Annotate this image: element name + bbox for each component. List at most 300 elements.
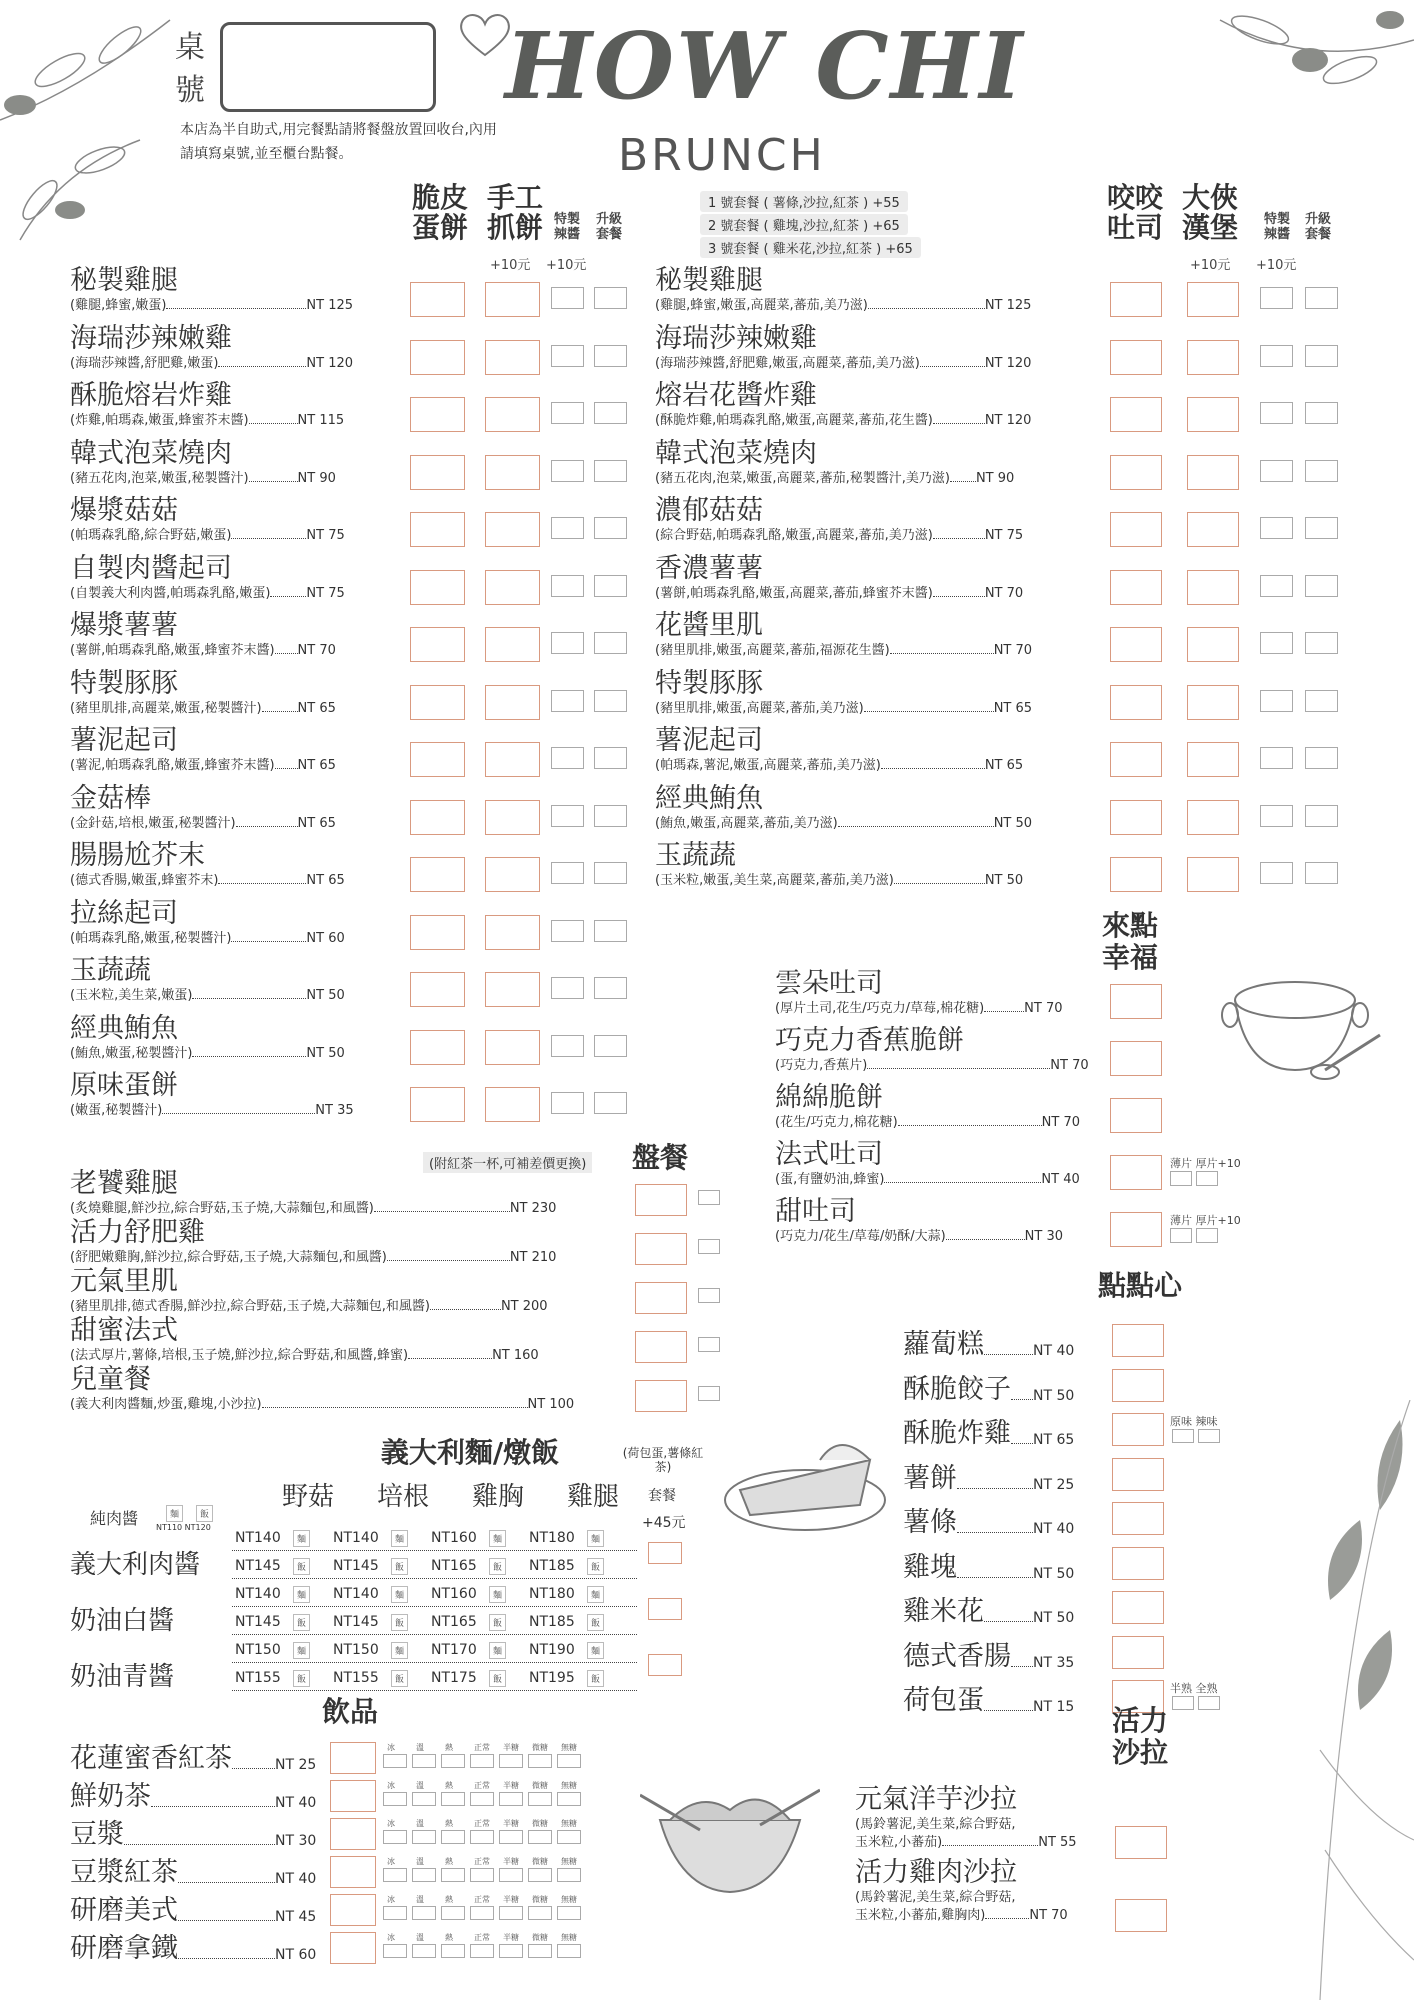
rice-tag[interactable]: 飯 xyxy=(391,1614,408,1631)
order-box-toast[interactable] xyxy=(1110,512,1162,547)
drink-option-box[interactable] xyxy=(557,1754,581,1768)
noodle-tag[interactable]: 麵 xyxy=(391,1530,408,1547)
upgrade-set-box[interactable] xyxy=(594,402,627,424)
order-box-egg-pancake[interactable] xyxy=(410,685,465,720)
option-box[interactable] xyxy=(1198,1696,1220,1710)
rice-price: NT195 xyxy=(529,1670,575,1686)
option-box[interactable] xyxy=(698,1239,720,1254)
snack-item xyxy=(903,1456,1074,1495)
rice-tag[interactable]: 飯 xyxy=(391,1558,408,1575)
spicy-sauce-box[interactable] xyxy=(551,920,584,942)
drink-option-box[interactable] xyxy=(470,1906,494,1920)
order-box-drink[interactable] xyxy=(330,1856,376,1888)
spicy-sauce-box[interactable] xyxy=(551,1092,584,1114)
menu-item xyxy=(70,553,345,603)
option-box-thick[interactable] xyxy=(1196,1171,1218,1186)
order-box-dessert[interactable] xyxy=(1110,984,1162,1019)
item-desc: (馬鈴薯泥,美生菜,綜合野菇, xyxy=(855,1890,1016,1905)
dotted-leader xyxy=(192,1056,306,1057)
noodle-tag[interactable]: 麵 xyxy=(391,1586,408,1603)
order-box-burger[interactable] xyxy=(1187,857,1239,892)
upgrade-set-box[interactable] xyxy=(594,287,627,309)
pasta-set-box[interactable] xyxy=(648,1542,682,1564)
order-box-snack[interactable] xyxy=(1112,1547,1164,1580)
dotted-leader xyxy=(430,1309,501,1310)
spicy-sauce-box[interactable] xyxy=(551,690,584,712)
dotted-leader xyxy=(166,308,306,309)
rice-price: NT155 xyxy=(235,1670,281,1686)
upgrade-set-box[interactable] xyxy=(594,1092,627,1114)
dessert-option-label: 薄片 厚片+10 xyxy=(1170,1157,1241,1170)
header-crispy-egg-pancake: 脆皮蛋餅 xyxy=(411,181,468,244)
drink-option-box[interactable] xyxy=(499,1792,523,1806)
pasta-set-box[interactable] xyxy=(648,1654,682,1676)
order-box-toast[interactable] xyxy=(1110,685,1162,720)
upgrade-set-box[interactable] xyxy=(594,977,627,999)
upgrade-set-box[interactable] xyxy=(1305,287,1338,309)
rice-tag[interactable]: 飯 xyxy=(489,1614,506,1631)
upgrade-set-box[interactable] xyxy=(594,920,627,942)
drink-option-box[interactable] xyxy=(528,1792,552,1806)
order-box-dessert[interactable] xyxy=(1110,1155,1162,1190)
order-box-hand-pancake[interactable] xyxy=(485,1030,540,1065)
spicy-sauce-box[interactable] xyxy=(551,862,584,884)
drink-option-label: 微糖 xyxy=(532,1781,548,1790)
dotted-leader xyxy=(151,1806,275,1807)
item-desc xyxy=(655,297,1031,315)
item-price: NT 30 xyxy=(1024,1229,1064,1244)
order-box-hand-pancake[interactable] xyxy=(485,340,540,375)
order-box-egg-pancake[interactable] xyxy=(410,972,465,1007)
order-box-hand-pancake[interactable] xyxy=(485,455,540,490)
item-name: 荷包蛋 xyxy=(903,1685,984,1716)
drink-option-box[interactable] xyxy=(470,1868,494,1882)
option-box[interactable] xyxy=(698,1386,720,1401)
upgrade-set-box[interactable] xyxy=(594,862,627,884)
dotted-leader xyxy=(868,308,985,309)
item-desc-text: (雞腿,蜂蜜,嫩蛋) xyxy=(70,298,167,313)
snack-item xyxy=(903,1678,1074,1717)
pasta-sauce-name: 奶油青醬 xyxy=(70,1662,175,1692)
order-box-hand-pancake[interactable] xyxy=(485,800,540,835)
order-box-egg-pancake[interactable] xyxy=(410,512,465,547)
drink-option-box[interactable] xyxy=(441,1754,465,1768)
order-box-hand-pancake[interactable] xyxy=(485,627,540,662)
drink-option-box[interactable] xyxy=(470,1944,494,1958)
order-box-burger[interactable] xyxy=(1187,340,1239,375)
item-desc-text: (帕瑪森,薯泥,嫩蛋,高麗菜,蕃茄,美乃滋) xyxy=(655,758,881,773)
spicy-sauce-box[interactable] xyxy=(551,805,584,827)
item-price: NT 40 xyxy=(275,1795,317,1811)
drink-option-box[interactable] xyxy=(383,1830,407,1844)
drink-option-box[interactable] xyxy=(412,1868,436,1882)
order-box-drink[interactable] xyxy=(330,1932,376,1964)
menu-item xyxy=(70,495,345,545)
drink-option-box[interactable] xyxy=(441,1906,465,1920)
drink-option-box[interactable] xyxy=(557,1792,581,1806)
order-box-hand-pancake[interactable] xyxy=(485,685,540,720)
upgrade-set-box[interactable] xyxy=(1305,632,1338,654)
rice-tag[interactable]: 飯 xyxy=(293,1558,310,1575)
salad-item xyxy=(855,1784,1077,1852)
order-box-hand-pancake[interactable] xyxy=(485,857,540,892)
order-box-drink[interactable] xyxy=(330,1818,376,1850)
option-box[interactable] xyxy=(1172,1429,1194,1443)
option-box-thick[interactable] xyxy=(1196,1228,1218,1243)
order-box-dessert[interactable] xyxy=(1110,1212,1162,1247)
upgrade-set-box[interactable] xyxy=(1305,575,1338,597)
spicy-sauce-box[interactable] xyxy=(1260,460,1293,482)
order-box-dessert[interactable] xyxy=(1110,1041,1162,1076)
order-box-toast[interactable] xyxy=(1110,742,1162,777)
item-desc-text: (豬里肌排,嫩蛋,高麗菜,蕃茄,福源花生醬) xyxy=(655,643,890,658)
order-box-snack[interactable] xyxy=(1112,1413,1164,1446)
order-box-snack[interactable] xyxy=(1112,1591,1164,1624)
order-box-burger[interactable] xyxy=(1187,512,1239,547)
drink-option-box[interactable] xyxy=(383,1792,407,1806)
drink-option-box[interactable] xyxy=(499,1944,523,1958)
order-box-burger[interactable] xyxy=(1187,685,1239,720)
order-box-snack[interactable] xyxy=(1112,1636,1164,1669)
drink-option-label: 熱 xyxy=(445,1743,453,1752)
item-desc-text: (海瑞莎辣醬,舒肥雞,嫩蛋,高麗菜,蕃茄,美乃滋) xyxy=(655,355,920,371)
noodle-tag[interactable]: 麵 xyxy=(391,1642,408,1659)
spicy-sauce-box[interactable] xyxy=(1260,862,1293,884)
drink-option-box[interactable] xyxy=(441,1792,465,1806)
item-name: 元氣里肌 xyxy=(70,1266,178,1297)
order-box-platter[interactable] xyxy=(635,1184,687,1216)
item-desc xyxy=(70,1200,556,1218)
order-box-salad[interactable] xyxy=(1115,1899,1167,1932)
order-box-snack[interactable] xyxy=(1112,1369,1164,1402)
drink-option-box[interactable] xyxy=(441,1830,465,1844)
spicy-sauce-box[interactable] xyxy=(551,977,584,999)
order-box-burger[interactable] xyxy=(1187,282,1239,317)
spicy-sauce-box[interactable] xyxy=(1260,632,1293,654)
spicy-sauce-box[interactable] xyxy=(1260,805,1293,827)
dotted-leader xyxy=(236,826,298,827)
order-box-hand-pancake[interactable] xyxy=(485,915,540,950)
order-box-hand-pancake[interactable] xyxy=(485,742,540,777)
item-price: NT 90 xyxy=(297,470,336,486)
dotted-leader xyxy=(933,423,985,424)
rice-tag[interactable]: 飯 xyxy=(293,1614,310,1631)
item-desc xyxy=(70,987,345,1005)
noodle-price: NT140 xyxy=(235,1530,281,1546)
drink-option-box[interactable] xyxy=(557,1906,581,1920)
noodle-tag[interactable]: 麵 xyxy=(293,1642,310,1659)
upgrade-set-box[interactable] xyxy=(594,575,627,597)
item-price: NT 40 xyxy=(275,1871,317,1887)
table-number-field[interactable] xyxy=(220,22,436,112)
order-box-burger[interactable] xyxy=(1187,800,1239,835)
item-name: 自製肉醬起司 xyxy=(70,552,232,584)
order-box-toast[interactable] xyxy=(1110,627,1162,662)
upgrade-set-box[interactable] xyxy=(1305,460,1338,482)
drink-option-box[interactable] xyxy=(557,1868,581,1882)
order-box-platter[interactable] xyxy=(635,1233,687,1265)
option-box[interactable] xyxy=(1172,1696,1194,1710)
option-box[interactable] xyxy=(1198,1429,1220,1443)
upgrade-set-box[interactable] xyxy=(594,690,627,712)
drink-option-label: 冰 xyxy=(387,1895,395,1904)
order-box-egg-pancake[interactable] xyxy=(410,800,465,835)
dotted-leader xyxy=(218,883,306,884)
order-box-hand-pancake[interactable] xyxy=(485,397,540,432)
drink-option-box[interactable] xyxy=(441,1944,465,1958)
item-name: 秘製雞腿 xyxy=(70,265,178,296)
drink-option-label: 無糖 xyxy=(561,1895,577,1904)
spicy-sauce-box[interactable] xyxy=(551,632,584,654)
drink-option-label: 溫 xyxy=(416,1781,424,1790)
drink-option-box[interactable] xyxy=(383,1906,407,1920)
upgrade-set-box[interactable] xyxy=(1305,402,1338,424)
rice-tag[interactable]: 飯 xyxy=(587,1614,604,1631)
noodle-tag[interactable]: 麵 xyxy=(489,1642,506,1659)
order-box-egg-pancake[interactable] xyxy=(410,1087,465,1122)
order-box-burger[interactable] xyxy=(1187,742,1239,777)
snack-item xyxy=(903,1367,1074,1406)
upgrade-set-box[interactable] xyxy=(594,1035,627,1057)
dotted-leader xyxy=(124,1844,275,1845)
drink-option-box[interactable] xyxy=(383,1944,407,1958)
order-box-egg-pancake[interactable] xyxy=(410,915,465,950)
option-box[interactable] xyxy=(698,1337,720,1352)
dotted-leader xyxy=(249,481,298,482)
order-box-toast[interactable] xyxy=(1110,282,1162,317)
order-box-hand-pancake[interactable] xyxy=(485,1087,540,1122)
drink-option-label: 溫 xyxy=(416,1743,424,1752)
table-label-2: 號 xyxy=(175,73,205,108)
order-box-toast[interactable] xyxy=(1110,570,1162,605)
drink-option-box[interactable] xyxy=(412,1906,436,1920)
order-box-platter[interactable] xyxy=(635,1331,687,1363)
order-box-snack[interactable] xyxy=(1112,1324,1164,1357)
upgrade-set-box[interactable] xyxy=(1305,345,1338,367)
item-name: 經典鮪魚 xyxy=(70,1012,178,1044)
menu-item xyxy=(70,840,345,890)
order-box-dessert[interactable] xyxy=(1110,1098,1162,1133)
spicy-sauce-box[interactable] xyxy=(551,402,584,424)
happy-section-title: 來點幸福 xyxy=(1101,909,1158,974)
rice-tag[interactable]: 飯 xyxy=(489,1670,506,1687)
order-box-toast[interactable] xyxy=(1110,857,1162,892)
dotted-leader xyxy=(984,1621,1033,1622)
menu-item xyxy=(655,323,1031,373)
noodle-tag[interactable]: 麵 xyxy=(587,1642,604,1659)
drink-option-label: 無糖 xyxy=(561,1819,577,1828)
item-price: NT 65 xyxy=(297,700,336,716)
order-box-hand-pancake[interactable] xyxy=(485,972,540,1007)
pasta-sauce-name: 奶油白醬 xyxy=(70,1606,175,1636)
snack-item xyxy=(903,1589,1074,1628)
item-desc-text: (薯餅,帕瑪森乳酪,嫩蛋,蜂蜜芥末醬) xyxy=(70,643,275,658)
drink-option-box[interactable] xyxy=(499,1754,523,1768)
upgrade-set-box[interactable] xyxy=(594,747,627,769)
drink-option-box[interactable] xyxy=(557,1830,581,1844)
order-box-snack[interactable] xyxy=(1112,1502,1164,1535)
drink-option-box[interactable] xyxy=(383,1868,407,1882)
drink-item xyxy=(70,1736,316,1775)
drink-option-box[interactable] xyxy=(412,1792,436,1806)
drink-option-box[interactable] xyxy=(499,1830,523,1844)
order-box-drink[interactable] xyxy=(330,1894,376,1926)
upgrade-set-box[interactable] xyxy=(1305,862,1338,884)
spicy-sauce-box[interactable] xyxy=(1260,402,1293,424)
drink-option-label: 半糖 xyxy=(503,1895,519,1904)
item-price: NT 65 xyxy=(306,873,345,888)
dotted-leader xyxy=(231,941,306,942)
option-box-thin[interactable] xyxy=(1170,1228,1192,1243)
upgrade-set-box[interactable] xyxy=(1305,517,1338,539)
spicy-sauce-box[interactable] xyxy=(1260,345,1293,367)
spicy-sauce-box[interactable] xyxy=(551,345,584,367)
order-box-snack[interactable] xyxy=(1112,1458,1164,1491)
order-box-hand-pancake[interactable] xyxy=(485,282,540,317)
noodle-tag[interactable]: 麵 xyxy=(587,1530,604,1547)
order-box-egg-pancake[interactable] xyxy=(410,340,465,375)
pasta-set-box[interactable] xyxy=(648,1598,682,1620)
order-box-drink[interactable] xyxy=(330,1742,376,1774)
dotted-leader xyxy=(262,1407,528,1408)
order-box-egg-pancake[interactable] xyxy=(410,397,465,432)
order-box-drink[interactable] xyxy=(330,1780,376,1812)
drink-option-box[interactable] xyxy=(528,1754,552,1768)
snack-option-label: 原味 辣味 xyxy=(1170,1415,1218,1428)
order-box-toast[interactable] xyxy=(1110,340,1162,375)
upgrade-set-box[interactable] xyxy=(1305,747,1338,769)
pasta-set-price: +45元 xyxy=(642,1515,686,1531)
pasta-topping-header: 培根 xyxy=(377,1482,430,1512)
spicy-sauce-box[interactable] xyxy=(551,575,584,597)
spicy-sauce-box[interactable] xyxy=(551,517,584,539)
item-desc-text: (鮪魚,嫩蛋,秘製醬汁) xyxy=(70,1045,193,1061)
order-box-egg-pancake[interactable] xyxy=(410,742,465,777)
notice-text: 本店為半自助式,用完餐點請將餐盤放置回收台,內用請填寫桌號,並至櫃台點餐。 xyxy=(180,122,497,162)
drink-option-box[interactable] xyxy=(412,1944,436,1958)
noodle-tag[interactable]: 麵 xyxy=(293,1586,310,1603)
drink-option-label: 冰 xyxy=(387,1819,395,1828)
spicy-sauce-box[interactable] xyxy=(551,287,584,309)
order-box-egg-pancake[interactable] xyxy=(410,570,465,605)
order-box-egg-pancake[interactable] xyxy=(410,627,465,662)
drink-option-box[interactable] xyxy=(441,1868,465,1882)
item-desc-text: (巧克力,香蕉片) xyxy=(775,1058,868,1073)
spicy-sauce-box[interactable] xyxy=(551,1035,584,1057)
order-box-toast[interactable] xyxy=(1110,397,1162,432)
row-divider xyxy=(232,1634,637,1635)
order-box-burger[interactable] xyxy=(1187,455,1239,490)
noodle-tag[interactable]: 麵 xyxy=(489,1586,506,1603)
order-box-toast[interactable] xyxy=(1110,455,1162,490)
rice-tag[interactable]: 飯 xyxy=(587,1670,604,1687)
rice-tag[interactable]: 飯 xyxy=(489,1558,506,1575)
drink-option-box[interactable] xyxy=(499,1906,523,1920)
rice-tag[interactable]: 飯 xyxy=(587,1558,604,1575)
spicy-sauce-box[interactable] xyxy=(1260,575,1293,597)
leaf-decoration-top-left-icon xyxy=(0,0,180,260)
noodle-tag[interactable]: 麵 xyxy=(587,1586,604,1603)
drink-option-box[interactable] xyxy=(383,1754,407,1768)
item-name: 老饕雞腿 xyxy=(70,1168,178,1199)
spicy-sauce-box[interactable] xyxy=(1260,287,1293,309)
upgrade-set-box[interactable] xyxy=(1305,690,1338,712)
item-name: 玉蔬蔬 xyxy=(655,840,736,871)
item-price: NT 160 xyxy=(492,1348,539,1363)
upgrade-set-box[interactable] xyxy=(594,805,627,827)
dotted-leader xyxy=(162,1113,315,1114)
noodle-tag[interactable]: 麵 xyxy=(293,1530,310,1547)
rice-tag[interactable]: 飯 xyxy=(293,1670,310,1687)
spicy-sauce-box[interactable] xyxy=(551,460,584,482)
order-box-hand-pancake[interactable] xyxy=(485,570,540,605)
item-name: 兒童餐 xyxy=(70,1364,151,1395)
item-desc xyxy=(70,470,336,488)
item-name: 特製豚豚 xyxy=(70,667,178,699)
order-box-egg-pancake[interactable] xyxy=(410,1030,465,1065)
order-box-toast[interactable] xyxy=(1110,800,1162,835)
spicy-sauce-box[interactable] xyxy=(1260,517,1293,539)
item-desc xyxy=(655,642,1032,660)
upgrade-set-box[interactable] xyxy=(594,517,627,539)
option-box[interactable] xyxy=(698,1288,720,1303)
drink-option-box[interactable] xyxy=(528,1868,552,1882)
drink-option-box[interactable] xyxy=(412,1830,436,1844)
drink-option-box[interactable] xyxy=(528,1906,552,1920)
drink-option-box[interactable] xyxy=(499,1868,523,1882)
spicy-sauce-box[interactable] xyxy=(1260,747,1293,769)
rice-tag[interactable]: 飯 xyxy=(391,1670,408,1687)
order-box-egg-pancake[interactable] xyxy=(410,857,465,892)
order-box-burger[interactable] xyxy=(1187,627,1239,662)
item-desc-text: (自製義大利肉醬,帕瑪森乳酪,嫩蛋) xyxy=(70,585,271,601)
order-box-hand-pancake[interactable] xyxy=(485,512,540,547)
item-desc xyxy=(70,412,344,430)
order-box-platter[interactable] xyxy=(635,1380,687,1412)
upgrade-set-box[interactable] xyxy=(594,345,627,367)
dotted-leader xyxy=(1011,1399,1033,1400)
drink-option-box[interactable] xyxy=(470,1792,494,1806)
option-box-thin[interactable] xyxy=(1170,1171,1192,1186)
order-box-burger[interactable] xyxy=(1187,397,1239,432)
spicy-sauce-box[interactable] xyxy=(1260,690,1293,712)
drink-option-box[interactable] xyxy=(528,1944,552,1958)
option-box[interactable] xyxy=(698,1190,720,1205)
drink-option-box[interactable] xyxy=(412,1754,436,1768)
spicy-sauce-box[interactable] xyxy=(551,747,584,769)
drink-option-box[interactable] xyxy=(470,1830,494,1844)
upgrade-set-box[interactable] xyxy=(1305,805,1338,827)
item-desc-text: (豬五花肉,泡菜,嫩蛋,秘製醬汁) xyxy=(70,470,249,486)
order-box-platter[interactable] xyxy=(635,1282,687,1314)
drink-option-box[interactable] xyxy=(528,1830,552,1844)
row-divider xyxy=(232,1578,637,1579)
order-box-egg-pancake[interactable] xyxy=(410,282,465,317)
item-desc xyxy=(70,1396,574,1414)
order-box-egg-pancake[interactable] xyxy=(410,455,465,490)
drink-option-box[interactable] xyxy=(557,1944,581,1958)
order-box-salad[interactable] xyxy=(1115,1826,1167,1859)
dotted-leader xyxy=(838,826,994,827)
drink-option-box[interactable] xyxy=(470,1754,494,1768)
item-desc xyxy=(655,412,1031,430)
upgrade-set-box[interactable] xyxy=(594,632,627,654)
order-box-burger[interactable] xyxy=(1187,570,1239,605)
noodle-tag[interactable]: 麵 xyxy=(489,1530,506,1547)
item-price: NT 70 xyxy=(993,643,1033,658)
drink-option-label: 無糖 xyxy=(561,1743,577,1752)
upgrade-set-box[interactable] xyxy=(594,460,627,482)
